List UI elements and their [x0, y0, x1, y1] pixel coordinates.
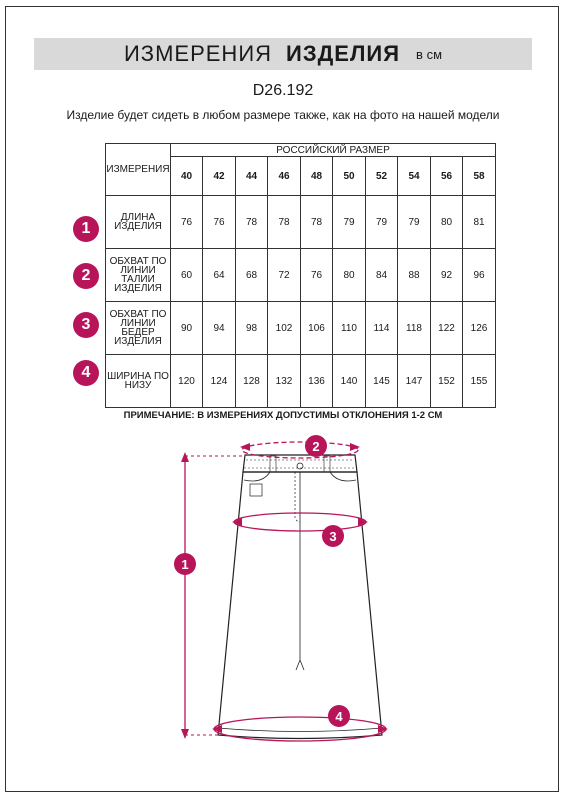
table-cell: 120 [171, 355, 203, 408]
row-marker-1: 1 [73, 216, 99, 242]
table-cell: 122 [431, 302, 463, 355]
table-cell: 76 [203, 196, 236, 249]
diagram-marker-4: 4 [328, 705, 350, 727]
size-header: 44 [236, 157, 268, 196]
diagram-marker-2: 2 [305, 435, 327, 457]
row-marker-4: 4 [73, 360, 99, 386]
table-cell: 90 [171, 302, 203, 355]
size-system-header: РОССИЙСКИЙ РАЗМЕР [171, 144, 496, 157]
table-cell: 102 [268, 302, 301, 355]
table-cell: 80 [431, 196, 463, 249]
tolerance-note: ПРИМЕЧАНИЕ: В ИЗМЕРЕНИЯХ ДОПУСТИМЫ ОТКЛОНЕНИЯ 1-2 СМ [123, 410, 443, 421]
row-marker-3: 3 [73, 312, 99, 338]
table-cell: 76 [171, 196, 203, 249]
table-cell: 106 [301, 302, 333, 355]
diagram-marker-3: 3 [322, 525, 344, 547]
row-label: ДЛИНА ИЗДЕЛИЯ [106, 196, 171, 249]
size-header: 46 [268, 157, 301, 196]
table-cell: 78 [236, 196, 268, 249]
table-cell: 64 [203, 249, 236, 302]
table-cell: 152 [431, 355, 463, 408]
row-label: ОБХВАТ ПО ЛИНИИ БЕДЕР ИЗДЕЛИЯ [106, 302, 171, 355]
table-cell: 155 [463, 355, 496, 408]
table-cell: 140 [333, 355, 366, 408]
diagram-marker-1: 1 [174, 553, 196, 575]
table-cell: 114 [366, 302, 398, 355]
table-cell: 78 [301, 196, 333, 249]
table-cell: 92 [431, 249, 463, 302]
title-measurements: ИЗМЕРЕНИЯ [123, 41, 273, 66]
table-cell: 124 [203, 355, 236, 408]
table-cell: 60 [171, 249, 203, 302]
skirt-outline [218, 455, 382, 739]
size-header: 40 [171, 157, 203, 196]
row-label: ОБХВАТ ПО ЛИНИИ ТАЛИИ ИЗДЕЛИЯ [106, 249, 171, 302]
table-cell: 98 [236, 302, 268, 355]
table-cell: 79 [366, 196, 398, 249]
size-header: 56 [431, 157, 463, 196]
product-code: D26.192 [252, 82, 314, 99]
size-header: 42 [203, 157, 236, 196]
title-units: в см [416, 46, 443, 62]
size-header: 52 [366, 157, 398, 196]
table-cell: 126 [463, 302, 496, 355]
row-label: ШИРИНА ПО НИЗУ [106, 355, 171, 408]
table-cell: 147 [398, 355, 431, 408]
table-cell: 136 [301, 355, 333, 408]
table-cell: 79 [398, 196, 431, 249]
table-cell: 94 [203, 302, 236, 355]
table-cell: 128 [236, 355, 268, 408]
table-cell: 145 [366, 355, 398, 408]
table-cell: 80 [333, 249, 366, 302]
table-cell: 68 [236, 249, 268, 302]
size-header: 50 [333, 157, 366, 196]
row-marker-2: 2 [73, 263, 99, 289]
table-cell: 88 [398, 249, 431, 302]
table-cell: 110 [333, 302, 366, 355]
table-cell: 78 [268, 196, 301, 249]
size-header: 54 [398, 157, 431, 196]
table-cell: 84 [366, 249, 398, 302]
size-header: 48 [301, 157, 333, 196]
size-header: 58 [463, 157, 496, 196]
measurement-lines [185, 442, 386, 741]
arrow-heads [181, 443, 388, 739]
table-cell: 118 [398, 302, 431, 355]
table-cell: 81 [463, 196, 496, 249]
table-cell: 96 [463, 249, 496, 302]
fit-note: Изделие будет сидеть в любом размере также, как на фото на нашей модели [66, 108, 500, 122]
title-product: ИЗДЕЛИЯ [286, 41, 401, 66]
table-cell: 79 [333, 196, 366, 249]
measurements-header: ИЗМЕРЕНИЯ [106, 144, 171, 196]
table-cell: 132 [268, 355, 301, 408]
table-cell: 76 [301, 249, 333, 302]
table-cell: 72 [268, 249, 301, 302]
